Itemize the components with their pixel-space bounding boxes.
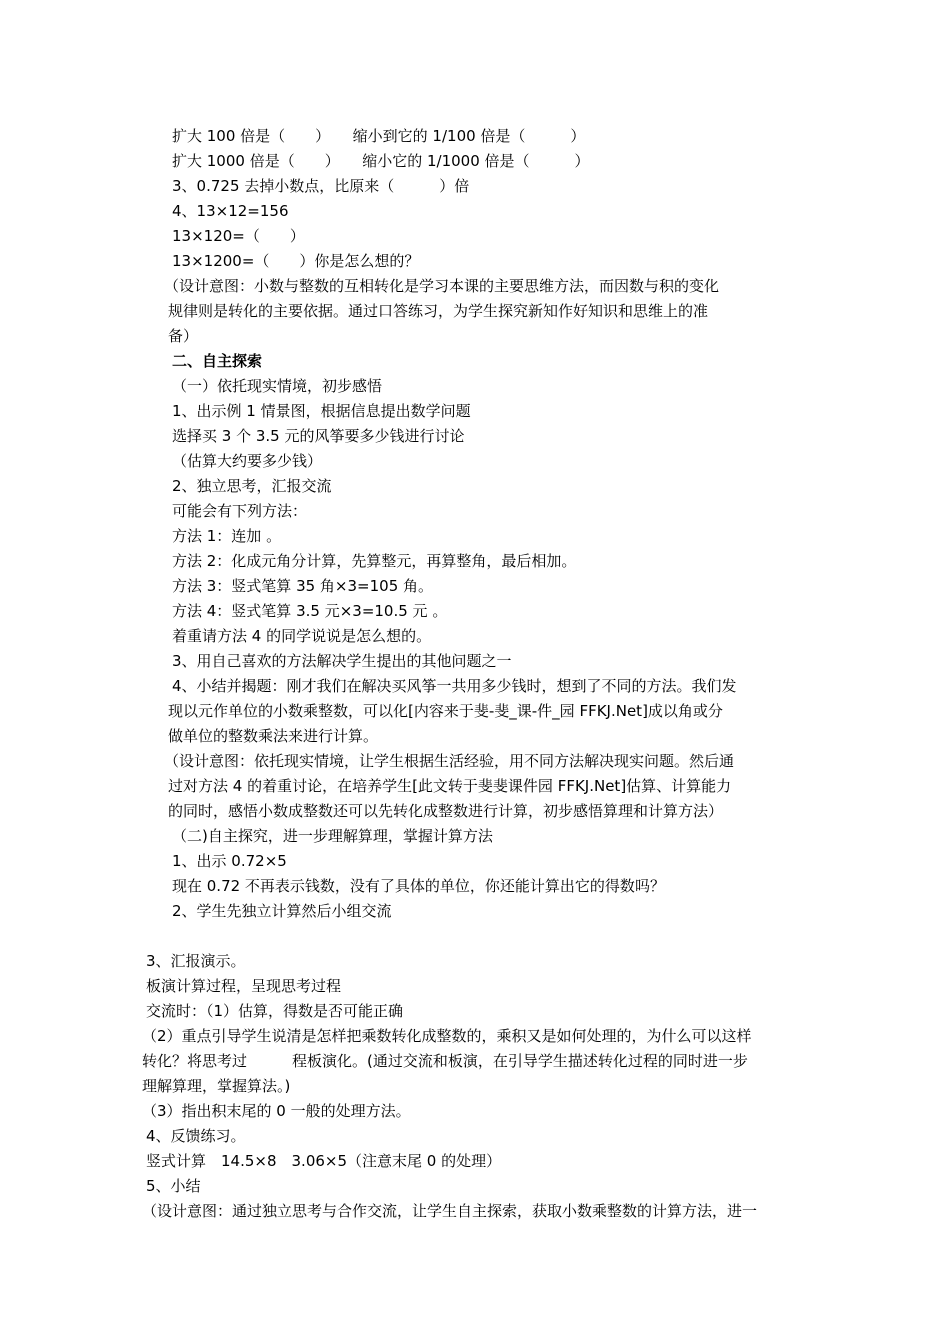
text-line: （一）依托现实情境，初步感悟 [172, 377, 383, 395]
text-line: 方法 4：竖式笔算 3.5 元×3=10.5 元 。 [172, 602, 448, 620]
text-line: 转化？将思考过 程板演化。(通过交流和板演，在引导学生描述转化过程的同时进一步 [142, 1052, 748, 1070]
text-line: 板演计算过程，呈现思考过程 [146, 977, 342, 995]
text-line: （二)自主探究，进一步理解算理，掌握计算方法 [172, 827, 493, 845]
text-line: 现在 0.72 不再表示钱数，没有了具体的单位，你还能计算出它的得数吗？ [172, 877, 665, 895]
section-heading: 二、自主探索 [172, 352, 263, 370]
text-line: 做单位的整数乘法来进行计算。 [168, 727, 379, 745]
text-line: 可能会有下列方法： [172, 502, 308, 520]
text-line: 现以元作单位的小数乘整数，可以化[内容来于斐-斐_课-件_园 FFKJ.Net]成以角或分 [168, 702, 723, 720]
text-line: 备） [168, 327, 199, 345]
text-line: 3、0.725 去掉小数点，比原来（ ）倍 [172, 177, 470, 195]
text-line: 方法 1：连加 。 [172, 527, 282, 545]
text-line: 竖式计算 14.5×8 3.06×5（注意末尾 0 的处理） [146, 1152, 502, 1170]
text-line: 理解算理，掌握算法。) [142, 1077, 291, 1095]
text-line: （设计意图：小数与整数的互相转化是学习本课的主要思维方法，而因数与积的变化 [164, 277, 720, 295]
text-line: 的同时，感悟小数成整数还可以先转化成整数进行计算，初步感悟算理和计算方法） [168, 802, 724, 820]
text-line: 4、反馈练习。 [146, 1127, 246, 1145]
text-line: 3、用自己喜欢的方法解决学生提出的其他问题之一 [172, 652, 512, 670]
text-line: （2）重点引导学生说清是怎样把乘数转化成整数的，乘积又是如何处理的，为什么可以这样 [142, 1027, 752, 1045]
text-line: 13×120=（ ） [172, 227, 305, 245]
text-line: 2、独立思考，汇报交流 [172, 477, 332, 495]
text-line: 方法 2：化成元角分计算，先算整元，再算整角，最后相加。 [172, 552, 577, 570]
text-line: （设计意图：通过独立思考与合作交流，让学生自主探索，获取小数乘整数的计算方法，进一 [142, 1202, 758, 1220]
text-line: 5、小结 [146, 1177, 201, 1195]
text-line: 1、出示例 1 情景图，根据信息提出数学问题 [172, 402, 471, 420]
text-line: 2、学生先独立计算然后小组交流 [172, 902, 392, 920]
text-line: （设计意图：依托现实情境，让学生根据生活经验，用不同方法解决现实问题。然后通 [164, 752, 735, 770]
text-line: 扩大 1000 倍是（ ） 缩小它的 1/1000 倍是（ ） [172, 152, 590, 170]
text-line: 选择买 3 个 3.5 元的风筝要多少钱进行讨论 [172, 427, 465, 445]
text-line: 方法 3：竖式笔算 35 角×3=105 角。 [172, 577, 434, 595]
text-line: 13×1200=（ ）你是怎么想的？ [172, 252, 420, 270]
text-line: （估算大约要多少钱） [172, 452, 323, 470]
text-line: 4、小结并揭题：刚才我们在解决买风筝一共用多少钱时，想到了不同的方法。我们发 [172, 677, 737, 695]
text-line: 4、13×12=156 [172, 202, 289, 220]
text-line: 交流时：（1）估算，得数是否可能正确 [146, 1002, 404, 1020]
text-line: 着重请方法 4 的同学说说是怎么想的。 [172, 627, 432, 645]
text-line: 规律则是转化的主要依据。通过口答练习，为学生探究新知作好知识和思维上的准 [168, 302, 709, 320]
text-line: 扩大 100 倍是（ ） 缩小到它的 1/100 倍是（ ） [172, 127, 586, 145]
text-line: （3）指出积末尾的 0 一般的处理方法。 [142, 1102, 411, 1120]
text-line: 1、出示 0.72×5 [172, 852, 287, 870]
text-line: 3、汇报演示。 [146, 952, 246, 970]
text-line: 过对方法 4 的着重讨论，在培养学生[此文转于斐斐课件园 FFKJ.Net]估算、计算能力 [168, 777, 732, 795]
